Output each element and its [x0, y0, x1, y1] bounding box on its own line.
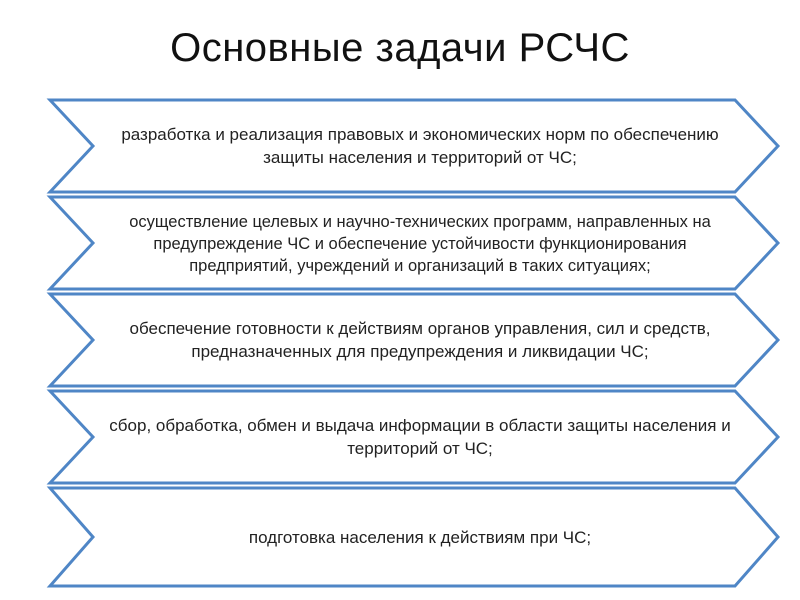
task-text-2: осуществление целевых и научно-технических программ, направленных на предупреждение ЧС и обеспечение устойчивости функционирования предприятий, учреждений и организаций в таких ситуациях;	[129, 213, 711, 275]
task-item-4	[100, 394, 740, 480]
task-text-5: подготовка населения к действиям при ЧС;	[248, 527, 592, 547]
task-text-3: обеспечение готовности к действиям органов управления, сил и средств, предназначенных для предупреждения и ликвидации ЧС;	[129, 319, 711, 361]
slide-title: Основные задачи РСЧС	[170, 26, 630, 70]
task-item-5	[100, 491, 740, 583]
task-text-1: разработка и реализация правовых и экономических норм по обеспечению защиты населения и территорий от ЧС;	[121, 125, 719, 167]
task-item-3	[100, 297, 740, 383]
task-text-4: сбор, обработка, обмен и выдача информации в области защиты населения и территорий от ЧС;	[109, 416, 731, 458]
task-item-2	[100, 196, 740, 292]
task-item-1	[100, 103, 740, 189]
